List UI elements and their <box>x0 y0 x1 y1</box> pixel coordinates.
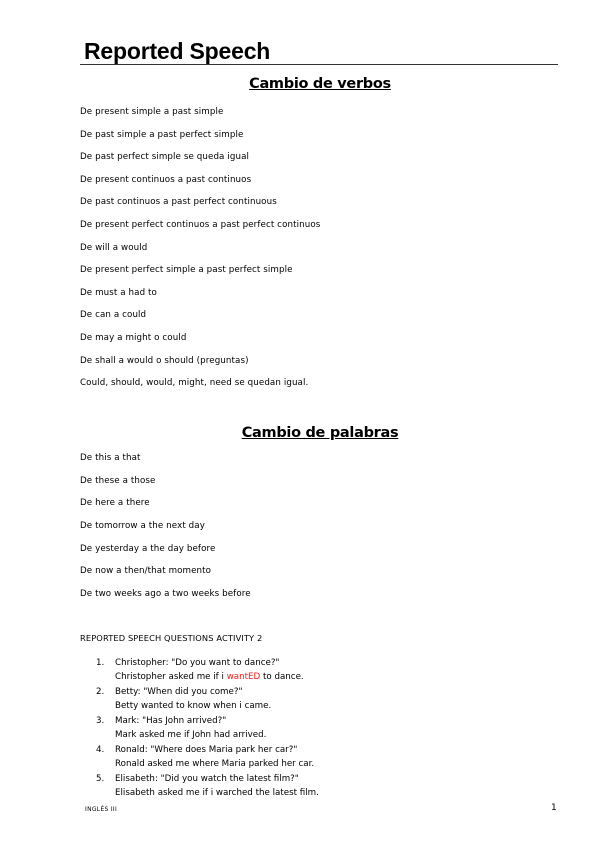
activity-item <box>96 715 319 744</box>
list-item: Could, should, would, might, need se quedan igual. <box>80 378 309 389</box>
highlighted-verb: wantED <box>226 671 261 682</box>
list-item: De tomorrow a the next day <box>80 521 205 532</box>
list-item: De here a there <box>80 498 150 509</box>
list-item: De two weeks ago a two weeks before <box>80 589 251 600</box>
item-number: 4. <box>96 745 105 755</box>
question-text: Christopher: "Do you want to dance?" <box>115 658 280 668</box>
list-item: De present perfect simple a past perfect simple <box>80 265 293 276</box>
answer-text: Elisabeth asked me if i warched the latest film. <box>115 787 319 798</box>
list-item: De yesterday a the day before <box>80 543 216 554</box>
question-text: Elisabeth: "Did you watch the latest film?" <box>115 774 299 784</box>
list-item: De present simple a past simple <box>80 107 224 117</box>
item-number: 3. <box>96 716 105 726</box>
list-item: De present perfect continuos a past perfect continuos <box>80 219 321 230</box>
list-item: De now a then/that momento <box>80 566 212 577</box>
list-item: De will a would <box>80 242 148 253</box>
question-text: Ronald: "Where does Maria park her car?" <box>115 745 298 755</box>
answer-text: Christopher asked me if i wantED to dance. <box>115 671 304 682</box>
activity-item <box>96 744 319 773</box>
list-item: De this a that <box>80 453 141 463</box>
list-item: De past perfect simple se queda igual <box>80 152 250 163</box>
item-number: 2. <box>96 687 105 697</box>
answer-text: Mark asked me if John had arrived. <box>115 729 267 740</box>
question-text: Betty: "When did you come?" <box>115 687 243 697</box>
verb-change-list <box>80 107 320 401</box>
item-number: 1. <box>96 658 105 668</box>
question-text: Mark: "Has John arrived?" <box>115 716 227 726</box>
activity-item <box>96 773 319 802</box>
list-item: De past continuos a past perfect continuous <box>80 197 277 208</box>
activity-list <box>96 657 319 802</box>
item-number: 5. <box>96 774 105 784</box>
words-heading: Cambio de palabras <box>241 425 399 441</box>
list-item: De past simple a past perfect simple <box>80 129 244 140</box>
answer-text: Betty wanted to know when i came. <box>115 700 272 711</box>
list-item: De present continuos a past continuos <box>80 174 252 185</box>
list-item: De these a those <box>80 475 156 486</box>
activity-title: REPORTED SPEECH QUESTIONS ACTIVITY 2 <box>80 633 263 643</box>
list-item: De shall a would o should (preguntas) <box>80 355 249 366</box>
word-change-list <box>80 453 251 612</box>
page-number: 1 <box>551 803 557 813</box>
activity-item <box>96 657 319 686</box>
footer-course: INGLÉS III <box>85 806 118 813</box>
list-item: De can a could <box>80 310 147 321</box>
list-item: De must a had to <box>80 287 157 298</box>
answer-text: Ronald asked me where Maria parked her car. <box>115 758 315 769</box>
verbs-heading: Cambio de verbos <box>249 76 391 92</box>
title-divider <box>80 64 558 65</box>
page-title: Reported Speech <box>84 38 271 64</box>
list-item: De may a might o could <box>80 332 187 343</box>
activity-item <box>96 686 319 715</box>
